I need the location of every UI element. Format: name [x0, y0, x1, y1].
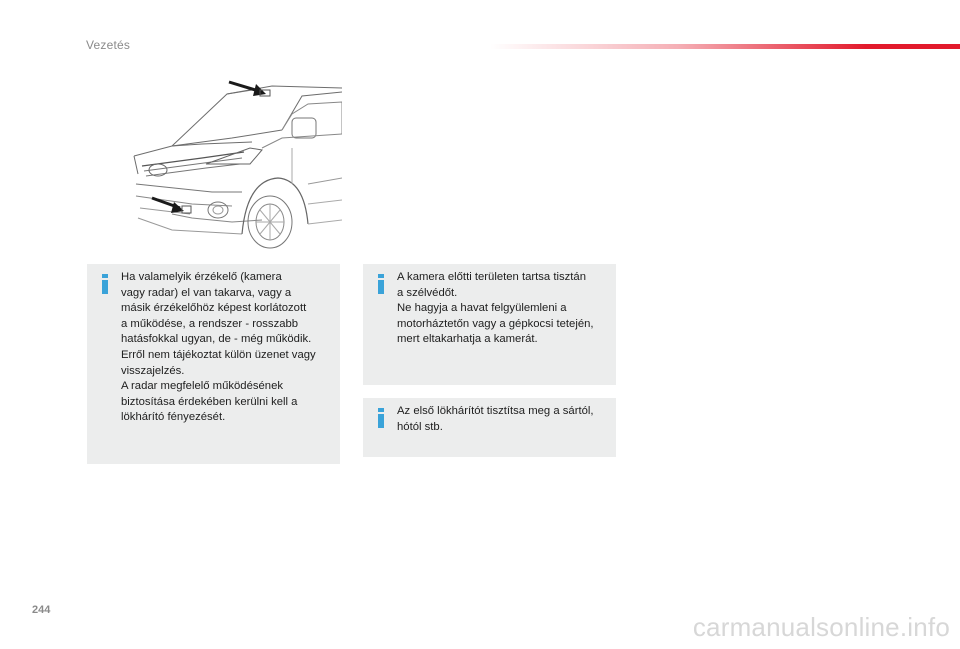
page-number: 244 [32, 604, 51, 616]
arrow-icon [229, 82, 270, 96]
section-title: Vezetés [86, 38, 131, 52]
info-icon [101, 274, 109, 296]
info-box-bumper [363, 398, 616, 457]
arrow-icon [152, 198, 191, 213]
header-accent-bar [490, 44, 960, 49]
info-box-camera [363, 264, 616, 385]
info-box-text: Az első lökhárítót tisztítsa meg a sártól, hótól stb. [397, 405, 594, 433]
watermark: carmanualsonline.info [692, 612, 950, 642]
info-box-text: A kamera előtti területen tartsa tisztán a szélvédőt. Ne hagyja a havat felgyülemleni a motorháztetőn vagy a gépkocsi tetején, mert eltakarhatja a kamerát. [397, 271, 594, 346]
info-box-text: Ha valamelyik érzékelő (kamera vagy radar) el van takarva, vagy a másik érzékelőhöz képest korlátozott a működése, a rendszer - rosszabb hatásfokkal ugyan, de - még működik. Erről nem tájékoztat külön üzenet vagy visszajelzés. A radar megfelelő működésének biztosítása érdekében kerülni kell a lökhárító fényezését. [121, 271, 316, 424]
info-icon [377, 408, 385, 430]
info-box-sensor [87, 264, 340, 464]
info-icon [377, 274, 385, 296]
van-front-illustration [132, 74, 342, 252]
